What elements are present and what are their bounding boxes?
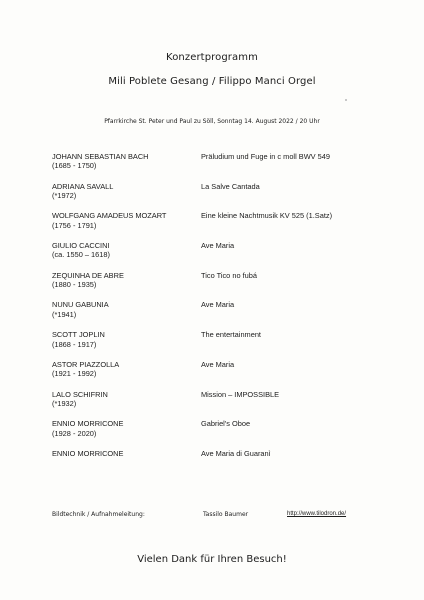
- performers-line: Mili Poblete Gesang / Filippo Manci Orgel: [108, 76, 316, 87]
- piece-title: The entertainment: [201, 330, 261, 340]
- composer-dates: (*1972): [52, 191, 77, 201]
- composer-name: WOLFGANG AMADEUS MOZART: [52, 211, 167, 221]
- composer-cell: [52, 211, 166, 230]
- composer-name: JOHANN SEBASTIAN BACH: [52, 152, 149, 161]
- composer-cell: [52, 152, 149, 171]
- composer-name: ENNIO MORRICONE: [52, 419, 124, 429]
- program-entry: [52, 271, 392, 301]
- piece-title: Eine kleine Nachtmusik KV 525 (1.Satz): [201, 211, 333, 221]
- page-title: Konzertprogramm: [166, 52, 258, 63]
- program-entry: [52, 449, 392, 479]
- program-entry: [52, 390, 392, 420]
- composer-name: SCOTT JOPLIN: [52, 330, 105, 340]
- composer-dates: (1868 - 1917): [52, 339, 97, 349]
- scan-speck: [345, 99, 347, 101]
- credit-label: Bildtechnik / Aufnahmeleitung:: [52, 511, 145, 518]
- composer-dates: (1921 - 1992): [52, 369, 97, 379]
- piece-title: La Salve Cantada: [201, 181, 260, 191]
- piece-title: Ave Maria di Guaranì: [201, 448, 271, 458]
- composer-name: NUNU GABUNIA: [52, 300, 109, 310]
- composer-cell: [52, 449, 123, 458]
- composer-dates: (*1932): [52, 398, 77, 408]
- piece-title: Gabriel's Oboe: [201, 419, 251, 429]
- composer-name: LALO SCHIFRIN: [52, 389, 108, 399]
- piece-title: Tico Tico no fubá: [201, 270, 258, 280]
- composer-cell: [52, 360, 119, 379]
- piece-title: Mission – IMPOSSIBLE: [201, 389, 280, 399]
- piece-title: Ave Maria: [201, 359, 235, 369]
- program-entry: [52, 330, 392, 360]
- credit-website-link[interactable]: http://www.tilodron.de/: [287, 511, 347, 517]
- composer-name: ZEQUINHA DE ABRE: [52, 270, 124, 280]
- composer-dates: (1685 - 1750): [52, 161, 97, 171]
- piece-title: Ave Maria: [201, 241, 235, 251]
- composer-cell: [52, 241, 110, 260]
- program-entry: [52, 152, 392, 182]
- composer-cell: [52, 271, 124, 290]
- program-entry: [52, 211, 392, 241]
- composer-dates: (1756 - 1791): [52, 220, 97, 230]
- composer-name: ASTOR PIAZZOLLA: [52, 359, 120, 369]
- composer-name: GIULIO CACCINI: [52, 241, 110, 251]
- closing-message: Vielen Dank für Ihren Besuch!: [137, 554, 287, 565]
- venue-line: Pfarrkirche St. Peter und Paul zu Söll, Sonntag 14. August 2022 / 20 Uhr: [104, 118, 320, 125]
- composer-cell: [52, 390, 108, 409]
- composer-cell: [52, 182, 113, 201]
- program-entry: [52, 360, 392, 390]
- piece-title: Präludium und Fuge in c moll BWV 549: [201, 152, 330, 161]
- composer-dates: (1880 - 1935): [52, 280, 97, 290]
- composer-dates: (ca. 1550 – 1618): [52, 250, 110, 260]
- composer-cell: [52, 330, 105, 349]
- composer-cell: [52, 300, 109, 319]
- credit-name: Tassilo Baumer: [203, 511, 249, 518]
- composer-cell: [52, 419, 123, 438]
- composer-name: ENNIO MORRICONE: [52, 448, 124, 458]
- program-entry: [52, 241, 392, 271]
- program-entry: [52, 300, 392, 330]
- program-list: [52, 152, 392, 479]
- program-entry: [52, 419, 392, 449]
- program-entry: [52, 182, 392, 212]
- piece-title: Ave Maria: [201, 300, 235, 310]
- composer-name: ADRIANA SAVALL: [52, 181, 114, 191]
- composer-dates: (1928 - 2020): [52, 428, 97, 438]
- composer-dates: (*1941): [52, 309, 77, 319]
